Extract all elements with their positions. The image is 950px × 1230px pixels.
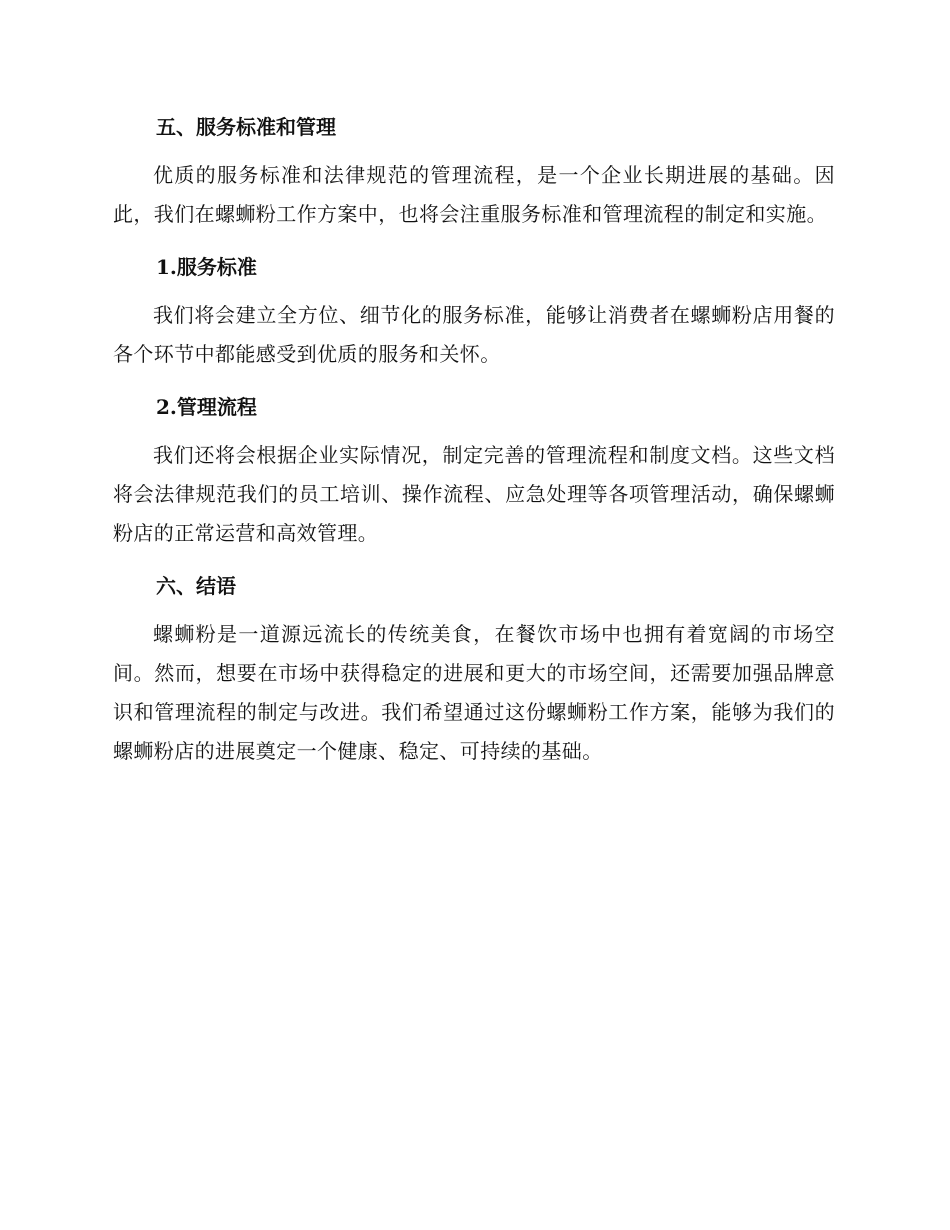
paragraph-management-process: 我们还将会根据企业实际情况，制定完善的管理流程和制度文档。这些文档将会法律规范我们的员工培训、操作流程、应急处理等各项管理活动，确保螺蛳粉店的正常运营和高效管理。 [113, 443, 835, 545]
paragraph-conclusion: 螺蛳粉是一道源远流长的传统美食，在餐饮市场中也拥有着宽阔的市场空间。然而，想要在市场中获得稳定的进展和更大的市场空间，还需要加强品牌意识和管理流程的制定与改进。我们希望通过这份螺蛳粉工作方案，能够为我们的螺蛳粉店的进展奠定一个健康、稳定、可持续的基础。 [113, 622, 835, 763]
document-page [113, 108, 835, 771]
subsection-heading-management-process: 2.管理流程 [156, 395, 257, 419]
subsection-heading-service-standards: 1.服务标准 [156, 255, 257, 279]
section-heading-conclusion: 六、结语 [156, 574, 236, 598]
paragraph-service-intro: 优质的服务标准和法律规范的管理流程，是一个企业长期进展的基础。因此，我们在螺蛳粉工作方案中，也将会注重服务标准和管理流程的制定和实施。 [113, 163, 835, 226]
section-heading-service-standards-management: 五、服务标准和管理 [156, 115, 336, 139]
paragraph-service-standards: 我们将会建立全方位、细节化的服务标准，能够让消费者在螺蛳粉店用餐的各个环节中都能感受到优质的服务和关怀。 [113, 303, 835, 366]
